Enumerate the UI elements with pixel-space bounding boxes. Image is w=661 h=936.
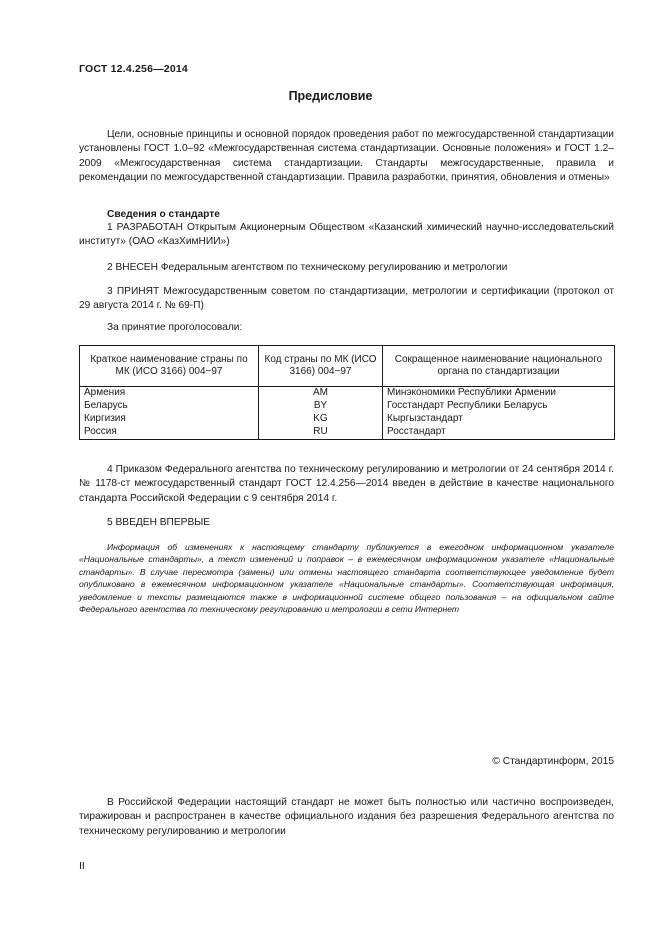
table-cell-country: Беларусь bbox=[80, 400, 259, 413]
table-cell-country: Россия bbox=[80, 426, 259, 440]
changes-notice: Информация об изменениях к настоящему стандарту публикуется в ежегодном информационном указателе «Национальные стандарты», а текст изменений и поправок – в ежемесячном информационном указателе «Национальные стандарты». В случае пересмотра (замены) или отмены настоящего стандарта соответствующее уведомление будет опубликовано в ежемесячном информационном указателе «Национальные стандарты». Соответствующая информация, уведомление и тексты размещаются также в информационной системе общего пользования – на официальном сайте Федерального агентства по техническому регулированию и метрологии в сети Интернет bbox=[79, 542, 614, 615]
table-header-body: Сокращенное наименование национального органа по стандартизации bbox=[383, 346, 615, 387]
page-number: II bbox=[79, 860, 85, 872]
item-4: 4 Приказом Федерального агентства по техническому регулированию и метрологии от 24 сентября 2014 г. № 1178-ст межгосударственный стандарт ГОСТ 12.4.256—2014 введен в действие в качестве национального стандарта Российской Федерации с 9 сентября 2014 г. bbox=[79, 464, 614, 504]
table-cell-code: RU bbox=[259, 426, 383, 440]
intro-paragraph: Цели, основные принципы и основной порядок проведения работ по межгосударственной стандартизации установлены ГОСТ 1.0–92 «Межгосударственная система стандартизации. Основные положения» и ГОСТ 1.2–2009 «Межгосударственная система стандартизации. Стандарты межгосударственные, правила и рекомендации по межгосударственной стандартизации. Правила разработки, принятия, обновления и отмены» bbox=[79, 129, 614, 183]
table-row bbox=[80, 387, 615, 401]
table-cell-body: Госстандарт Республики Беларусь bbox=[383, 400, 615, 413]
table-cell-body: Росстандарт bbox=[383, 426, 615, 440]
table-row bbox=[80, 426, 615, 440]
table-header-code: Код страны по МК (ИСО 3166) 004−97 bbox=[259, 346, 383, 387]
item-2: 2 ВНЕСЕН Федеральным агентством по техническому регулированию и метрологии bbox=[107, 262, 508, 273]
table-cell-body: Минэкономики Республики Армении bbox=[383, 387, 615, 401]
item-1: 1 РАЗРАБОТАН Открытым Акционерным Обществом «Казанский химический научно-исследовательский институт» (ОАО «КазХимНИИ») bbox=[79, 222, 614, 248]
item-3: 3 ПРИНЯТ Межгосударственным советом по стандартизации, метрологии и сертификации (протокол от 29 августа 2014 г. № 69-П) bbox=[79, 286, 614, 312]
table-cell-country: Армения bbox=[80, 387, 259, 401]
table-cell-country: Киргизия bbox=[80, 413, 259, 426]
table-cell-code: BY bbox=[259, 400, 383, 413]
item-5: 5 ВВЕДЕН ВПЕРВЫЕ bbox=[107, 517, 211, 528]
vote-label: За принятие проголосовали: bbox=[107, 322, 243, 333]
table-header-row bbox=[80, 346, 615, 387]
info-heading: Сведения о стандарте bbox=[107, 209, 220, 220]
table-cell-code: KG bbox=[259, 413, 383, 426]
table-row bbox=[80, 413, 615, 426]
table-header-country: Краткое наименование страны по МК (ИСО 3166) 004−97 bbox=[80, 346, 259, 387]
legal-notice: В Российской Федерации настоящий стандарт не может быть полностью или частично воспроизведен, тиражирован и распространен в качестве официального издания без разрешения Федерального агентства по техническому регулированию и метрологии bbox=[79, 797, 614, 837]
copyright: © Стандартинформ, 2015 bbox=[492, 756, 614, 767]
page-title: Предисловие bbox=[288, 89, 373, 103]
voting-table bbox=[79, 345, 615, 440]
document-header: ГОСТ 12.4.256—2014 bbox=[79, 63, 188, 75]
table-cell-body: Кыргызстандарт bbox=[383, 413, 615, 426]
table-cell-code: AM bbox=[259, 387, 383, 401]
table-row bbox=[80, 400, 615, 413]
